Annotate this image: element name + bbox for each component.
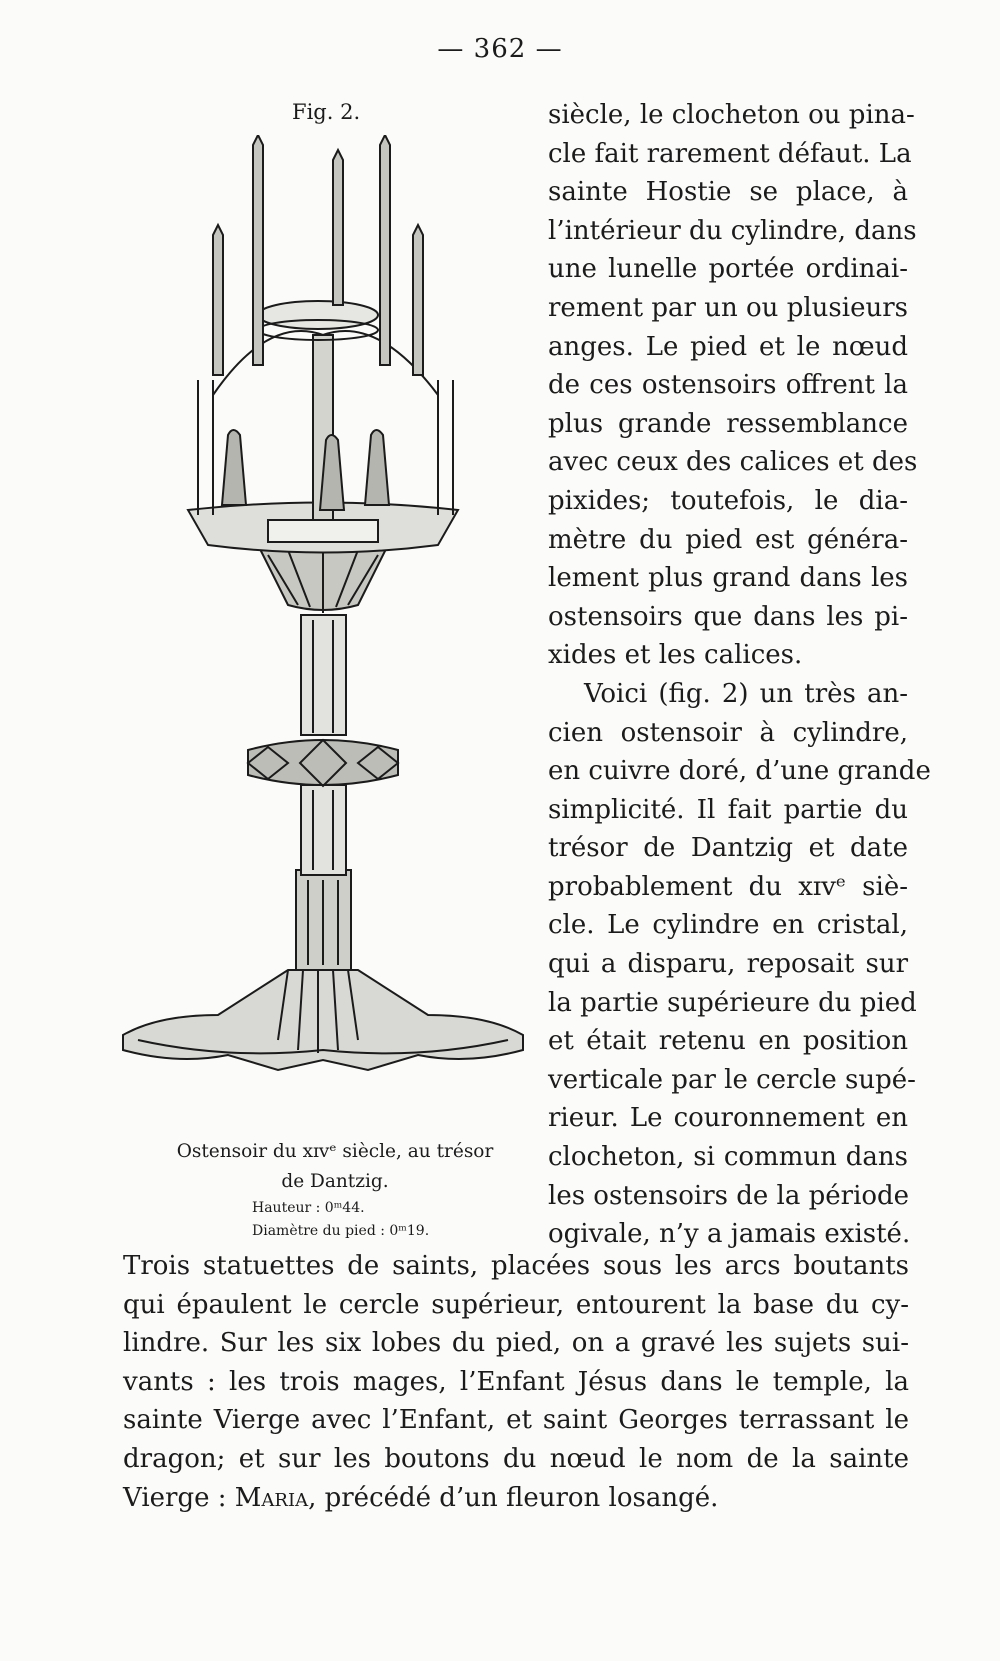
figure-label: Fig. 2. (292, 100, 361, 124)
caption-line-1: Ostensoir du xɪvᵉ siècle, au trésor (176, 1141, 494, 1162)
full-width-paragraph (123, 1247, 909, 1517)
text-line: clocheton, si commun dans (548, 1142, 908, 1173)
text-line: avec ceux des calices et des (548, 447, 918, 478)
monstrance-engraving (118, 135, 528, 1140)
text-line: ogivale, n’y a jamais existé. (548, 1219, 911, 1250)
text-line: sainte Hostie se place, à (548, 177, 908, 208)
text-line: lement plus grand dans les (548, 563, 908, 594)
text-line: qui a disparu, reposait sur (548, 949, 908, 980)
figure-dimensions (252, 1197, 482, 1243)
text-line: xides et les calices. (548, 640, 803, 671)
text-line: siècle, le clocheton ou pina- (548, 100, 915, 130)
text-line: en cuivre doré, d’une grande (548, 756, 931, 787)
text-line: trésor de Dantzig et date (548, 833, 908, 864)
text-line: anges. Le pied et le nœud (548, 331, 908, 362)
text-line: cien ostensoir à cylindre, (548, 717, 908, 748)
text-line: rieur. Le couronnement en (548, 1103, 908, 1134)
text-line: Voici (fig. 2) un très an- (584, 678, 908, 709)
maria-name: Maria (234, 1482, 309, 1513)
text-line: de ces ostensoirs offrent la (548, 370, 908, 401)
text-line: une lunelle portée ordinai- (548, 254, 908, 285)
caption-line-2: de Dantzig. (281, 1171, 389, 1192)
final-line-start: Vierge : (123, 1482, 235, 1513)
text-line: Trois statuettes de saints, placées sous les arcs boutants (123, 1251, 909, 1281)
text-line: lindre. Sur les six lobes du pied, on a gravé les sujets sui- (123, 1328, 909, 1359)
right-column-text (548, 96, 931, 1254)
text-line: l’intérieur du cylindre, dans (548, 215, 917, 246)
text-line: verticale par le cercle supé- (548, 1064, 916, 1095)
text-line: vants : les trois mages, l’Enfant Jésus dans le temple, la (123, 1366, 909, 1397)
text-line: et était retenu en position (548, 1026, 908, 1057)
text-line: rement par un ou plusieurs (548, 292, 908, 323)
text-line: sainte Vierge avec l’Enfant, et saint Georges terrassant le (123, 1405, 909, 1436)
final-line-end: , précédé d’un fleuron losangé. (308, 1482, 719, 1513)
text-line: cle. Le cylindre en cristal, (548, 910, 908, 941)
text-line: dragon; et sur les boutons du nœud le nom de la sainte (123, 1443, 909, 1474)
page-number: — 362 — (437, 34, 563, 64)
text-line: simplicité. Il fait partie du (548, 794, 908, 825)
text-line: pixides; toutefois, le dia- (548, 485, 908, 516)
dimension-height: Hauteur : 0ᵐ44. (252, 1200, 365, 1216)
dimension-diameter: Diamètre du pied : 0ᵐ19. (252, 1223, 430, 1239)
text-line: ostensoirs que dans les pi- (548, 601, 908, 632)
text-line: plus grande ressemblance (548, 408, 908, 439)
figure-caption (150, 1137, 520, 1197)
text-line: cle fait rarement défaut. La (548, 138, 912, 169)
text-line: les ostensoirs de la période (548, 1180, 910, 1211)
text-line: qui épaulent le cercle supérieur, entourent la base du cy- (123, 1289, 909, 1320)
text-line: la partie supérieure du pied (548, 987, 917, 1018)
text-line-final (123, 1479, 909, 1518)
text-line: probablement du xɪvᵉ siè- (548, 871, 908, 902)
text-line: mètre du pied est généra- (548, 524, 908, 555)
